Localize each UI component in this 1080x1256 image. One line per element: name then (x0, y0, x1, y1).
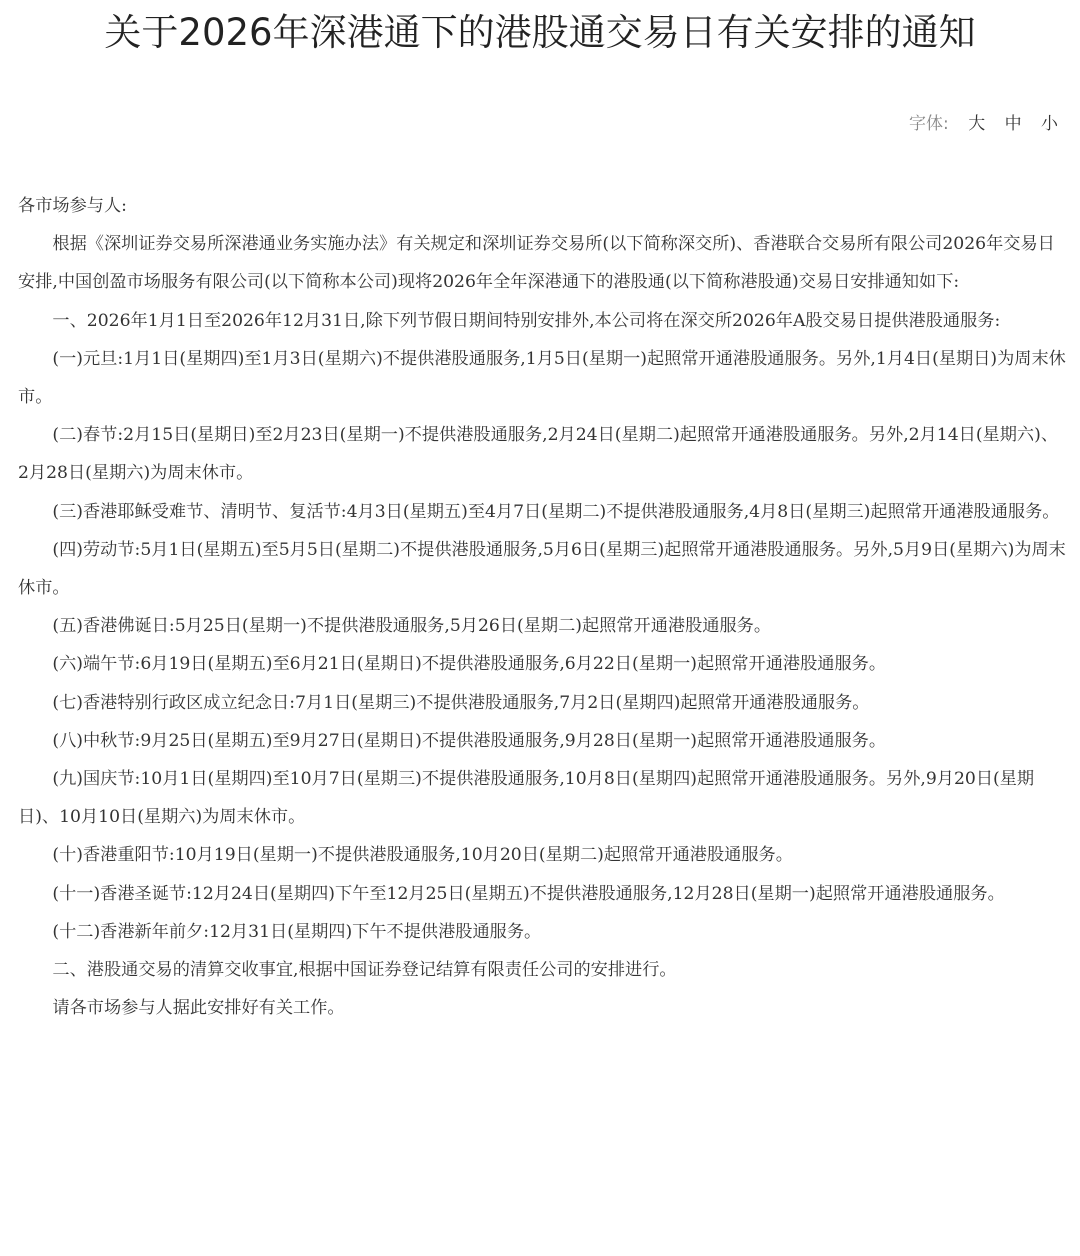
holiday-item-chung-yeung: (十)香港重阳节:10月19日(星期一)不提供港股通服务,10月20日(星期二)起照常开通港股通服务。 (52, 845, 793, 866)
section-one-paragraph: 一、2026年1月1日至2026年12月31日,除下列节假日期间特别安排外,本公司将在深交所2026年A股交易日提供港股通服务: (52, 310, 1001, 331)
holiday-item-easter: (三)香港耶稣受难节、清明节、复活节:4月3日(星期五)至4月7日(星期二)不提供港股通服务,4月8日(星期三)起照常开通港股通服务。 (52, 501, 1060, 522)
holiday-item-new-years-eve: (十二)香港新年前夕:12月31日(星期四)下午不提供港股通服务。 (52, 921, 542, 942)
notice-title: 关于2026年深港通下的港股通交易日有关安排的通知 (104, 11, 976, 54)
holiday-item-labour-day: (四)劳动节:5月1日(星期五)至5月5日(星期二)不提供港股通服务,5月6日(星期三)起照常开通港股通服务。另外,5月9日(星期六)为周末休市。 (18, 539, 1066, 599)
holiday-item-buddha-birthday: (五)香港佛诞日:5月25日(星期一)不提供港股通服务,5月26日(星期二)起照常开通港股通服务。 (52, 616, 772, 637)
font-size-medium-button[interactable]: 中 (1004, 114, 1022, 134)
notice-body (18, 187, 1068, 1027)
section-two-paragraph: 二、港股通交易的清算交收事宜,根据中国证券登记结算有限责任公司的安排进行。 (52, 960, 677, 981)
font-size-small-button[interactable]: 小 (1041, 114, 1058, 134)
holiday-item-dragon-boat: (六)端午节:6月19日(星期五)至6月21日(星期日)不提供港股通服务,6月22日(星期一)起照常开通港股通服务。 (52, 654, 887, 675)
salutation: 各市场参与人: (18, 196, 127, 216)
holiday-item-national-day: (九)国庆节:10月1日(星期四)至10月7日(星期三)不提供港股通服务,10月8日(星期四)起照常开通港股通服务。另外,9月20日(星期日)、10月10日(星期六)为周末休市。 (18, 769, 1035, 828)
holiday-item-new-year: (一)元旦:1月1日(星期四)至1月3日(星期六)不提供港股通服务,1月5日(星期一)起照常开通港股通服务。另外,1月4日(星期日)为周末休市。 (18, 348, 1066, 408)
holiday-item-mid-autumn: (八)中秋节:9月25日(星期五)至9月27日(星期日)不提供港股通服务,9月28日(星期一)起照常开通港股通服务。 (52, 730, 887, 751)
closing-paragraph: 请各市场参与人据此安排好有关工作。 (52, 998, 345, 1019)
font-size-selector (909, 112, 1058, 136)
holiday-item-hksar-day: (七)香港特别行政区成立纪念日:7月1日(星期三)不提供港股通服务,7月2日(星期四)起照常开通港股通服务。 (52, 692, 870, 713)
font-size-label: 字体: (909, 114, 949, 134)
holiday-item-spring-festival: (二)春节:2月15日(星期日)至2月23日(星期一)不提供港股通服务,2月24日(星期二)起照常开通港股通服务。另外,2月14日(星期六)、2月28日(星期六)为周末休市。 (18, 425, 1059, 484)
font-size-large-button[interactable]: 大 (968, 114, 986, 134)
holiday-item-christmas: (十一)香港圣诞节:12月24日(星期四)下午至12月25日(星期五)不提供港股通服务,12月28日(星期一)起照常开通港股通服务。 (52, 883, 1005, 904)
intro-paragraph: 根据《深圳证券交易所深港通业务实施办法》有关规定和深圳证券交易所(以下简称深交所)、香港联合交易所有限公司2026年交易日安排,中国创盈市场服务有限公司(以下简称本公司)现将2026年全年深港通下的港股通(以下简称港股通)交易日安排通知如下: (18, 234, 1055, 293)
